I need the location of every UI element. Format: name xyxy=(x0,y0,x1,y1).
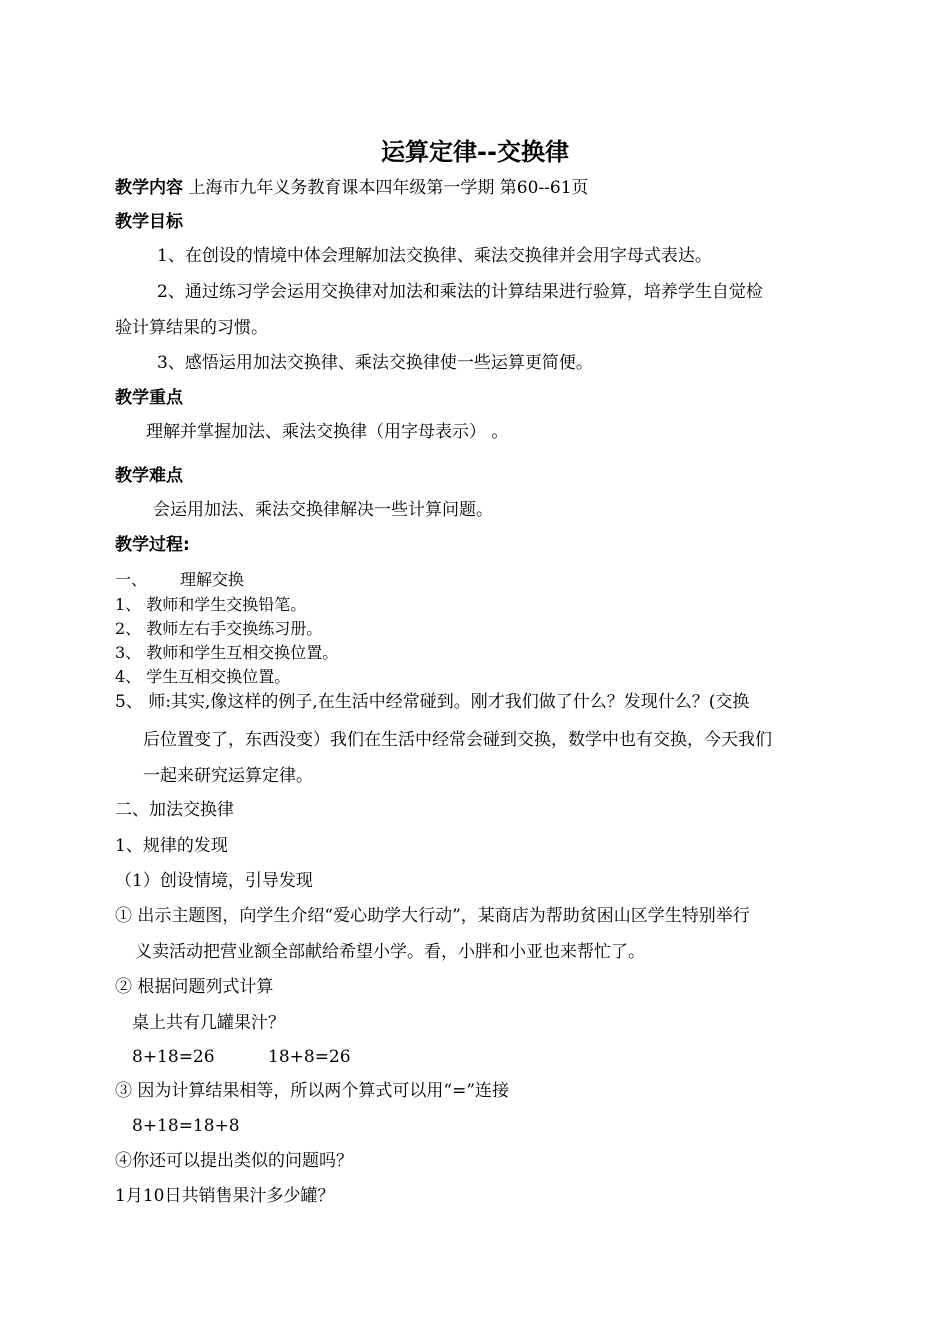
list-item-cont: 后位置变了，东西没变）我们在生活中经常会碰到交换，数学中也有交换，今天我们 xyxy=(143,730,772,750)
list-item: 1、 教师和学生交换铅笔。 xyxy=(115,595,307,614)
section2-heading: 二、加法交换律 xyxy=(115,800,234,820)
difficulty-heading: 教学难点 xyxy=(115,466,183,486)
equation: 8+18=18+8 xyxy=(132,1116,240,1136)
objective-1: 1、在创设的情境中体会理解加法交换律、乘法交换律并会用字母式表达。 xyxy=(157,246,712,266)
list-item-cont: 一起来研究运算定律。 xyxy=(143,766,313,786)
subheading: 1、规律的发现 xyxy=(115,836,228,856)
list-item: 5、 师:其实,像这样的例子,在生活中经常碰到。刚才我们做了什么？发现什么？(交换 xyxy=(115,692,750,712)
equation: 8+18=26 xyxy=(132,1047,215,1067)
step-text: ④你还可以提出类似的问题吗？ xyxy=(115,1151,353,1171)
content-text: 上海市九年义务教育课本四年级第一学期 第60--61页 xyxy=(188,178,589,198)
question-text: 桌上共有几罐果汁？ xyxy=(132,1013,285,1033)
equation: 18+8=26 xyxy=(268,1047,351,1067)
step-text: ② 根据问题列式计算 xyxy=(115,977,274,997)
section1-num: 一、 xyxy=(115,570,148,589)
list-item: 2、 教师左右手交换练习册。 xyxy=(115,619,323,638)
objectives-heading: 教学目标 xyxy=(115,212,183,232)
objective-2: 2、通过练习学会运用交换律对加法和乘法的计算结果进行验算，培养学生自觉检 xyxy=(157,282,763,302)
process-heading: 教学过程: xyxy=(115,535,190,555)
objective-3: 3、感悟运用加法交换律、乘法交换律使一些运算更简便。 xyxy=(157,353,593,373)
list-item: 4、 学生互相交换位置。 xyxy=(115,667,291,686)
content-label: 教学内容 xyxy=(115,178,183,198)
key-heading: 教学重点 xyxy=(115,388,183,408)
section1-title: 理解交换 xyxy=(180,570,245,589)
objective-2-cont: 验计算结果的习惯。 xyxy=(115,318,268,338)
content-line xyxy=(115,176,589,200)
list-item: 3、 教师和学生互相交换位置。 xyxy=(115,643,339,662)
difficulty-text: 会运用加法、乘法交换律解决一些计算问题。 xyxy=(153,500,493,520)
step-text: ① 出示主题图，向学生介绍“爱心助学大行动”，某商店为帮助贫困山区学生特别举行 xyxy=(115,906,750,926)
step-text: ③ 因为计算结果相等，所以两个算式可以用“=”连接 xyxy=(115,1081,510,1101)
subheading: （1）创设情境，引导发现 xyxy=(115,871,313,891)
question-text: 1月10日共销售果汁多少罐？ xyxy=(115,1186,335,1206)
step-text-cont: 义卖活动把营业额全部献给希望小学。看，小胖和小亚也来帮忙了。 xyxy=(135,942,645,962)
key-text: 理解并掌握加法、乘法交换律（用字母表示） 。 xyxy=(146,422,509,442)
page-title: 运算定律--交换律 xyxy=(381,138,569,166)
